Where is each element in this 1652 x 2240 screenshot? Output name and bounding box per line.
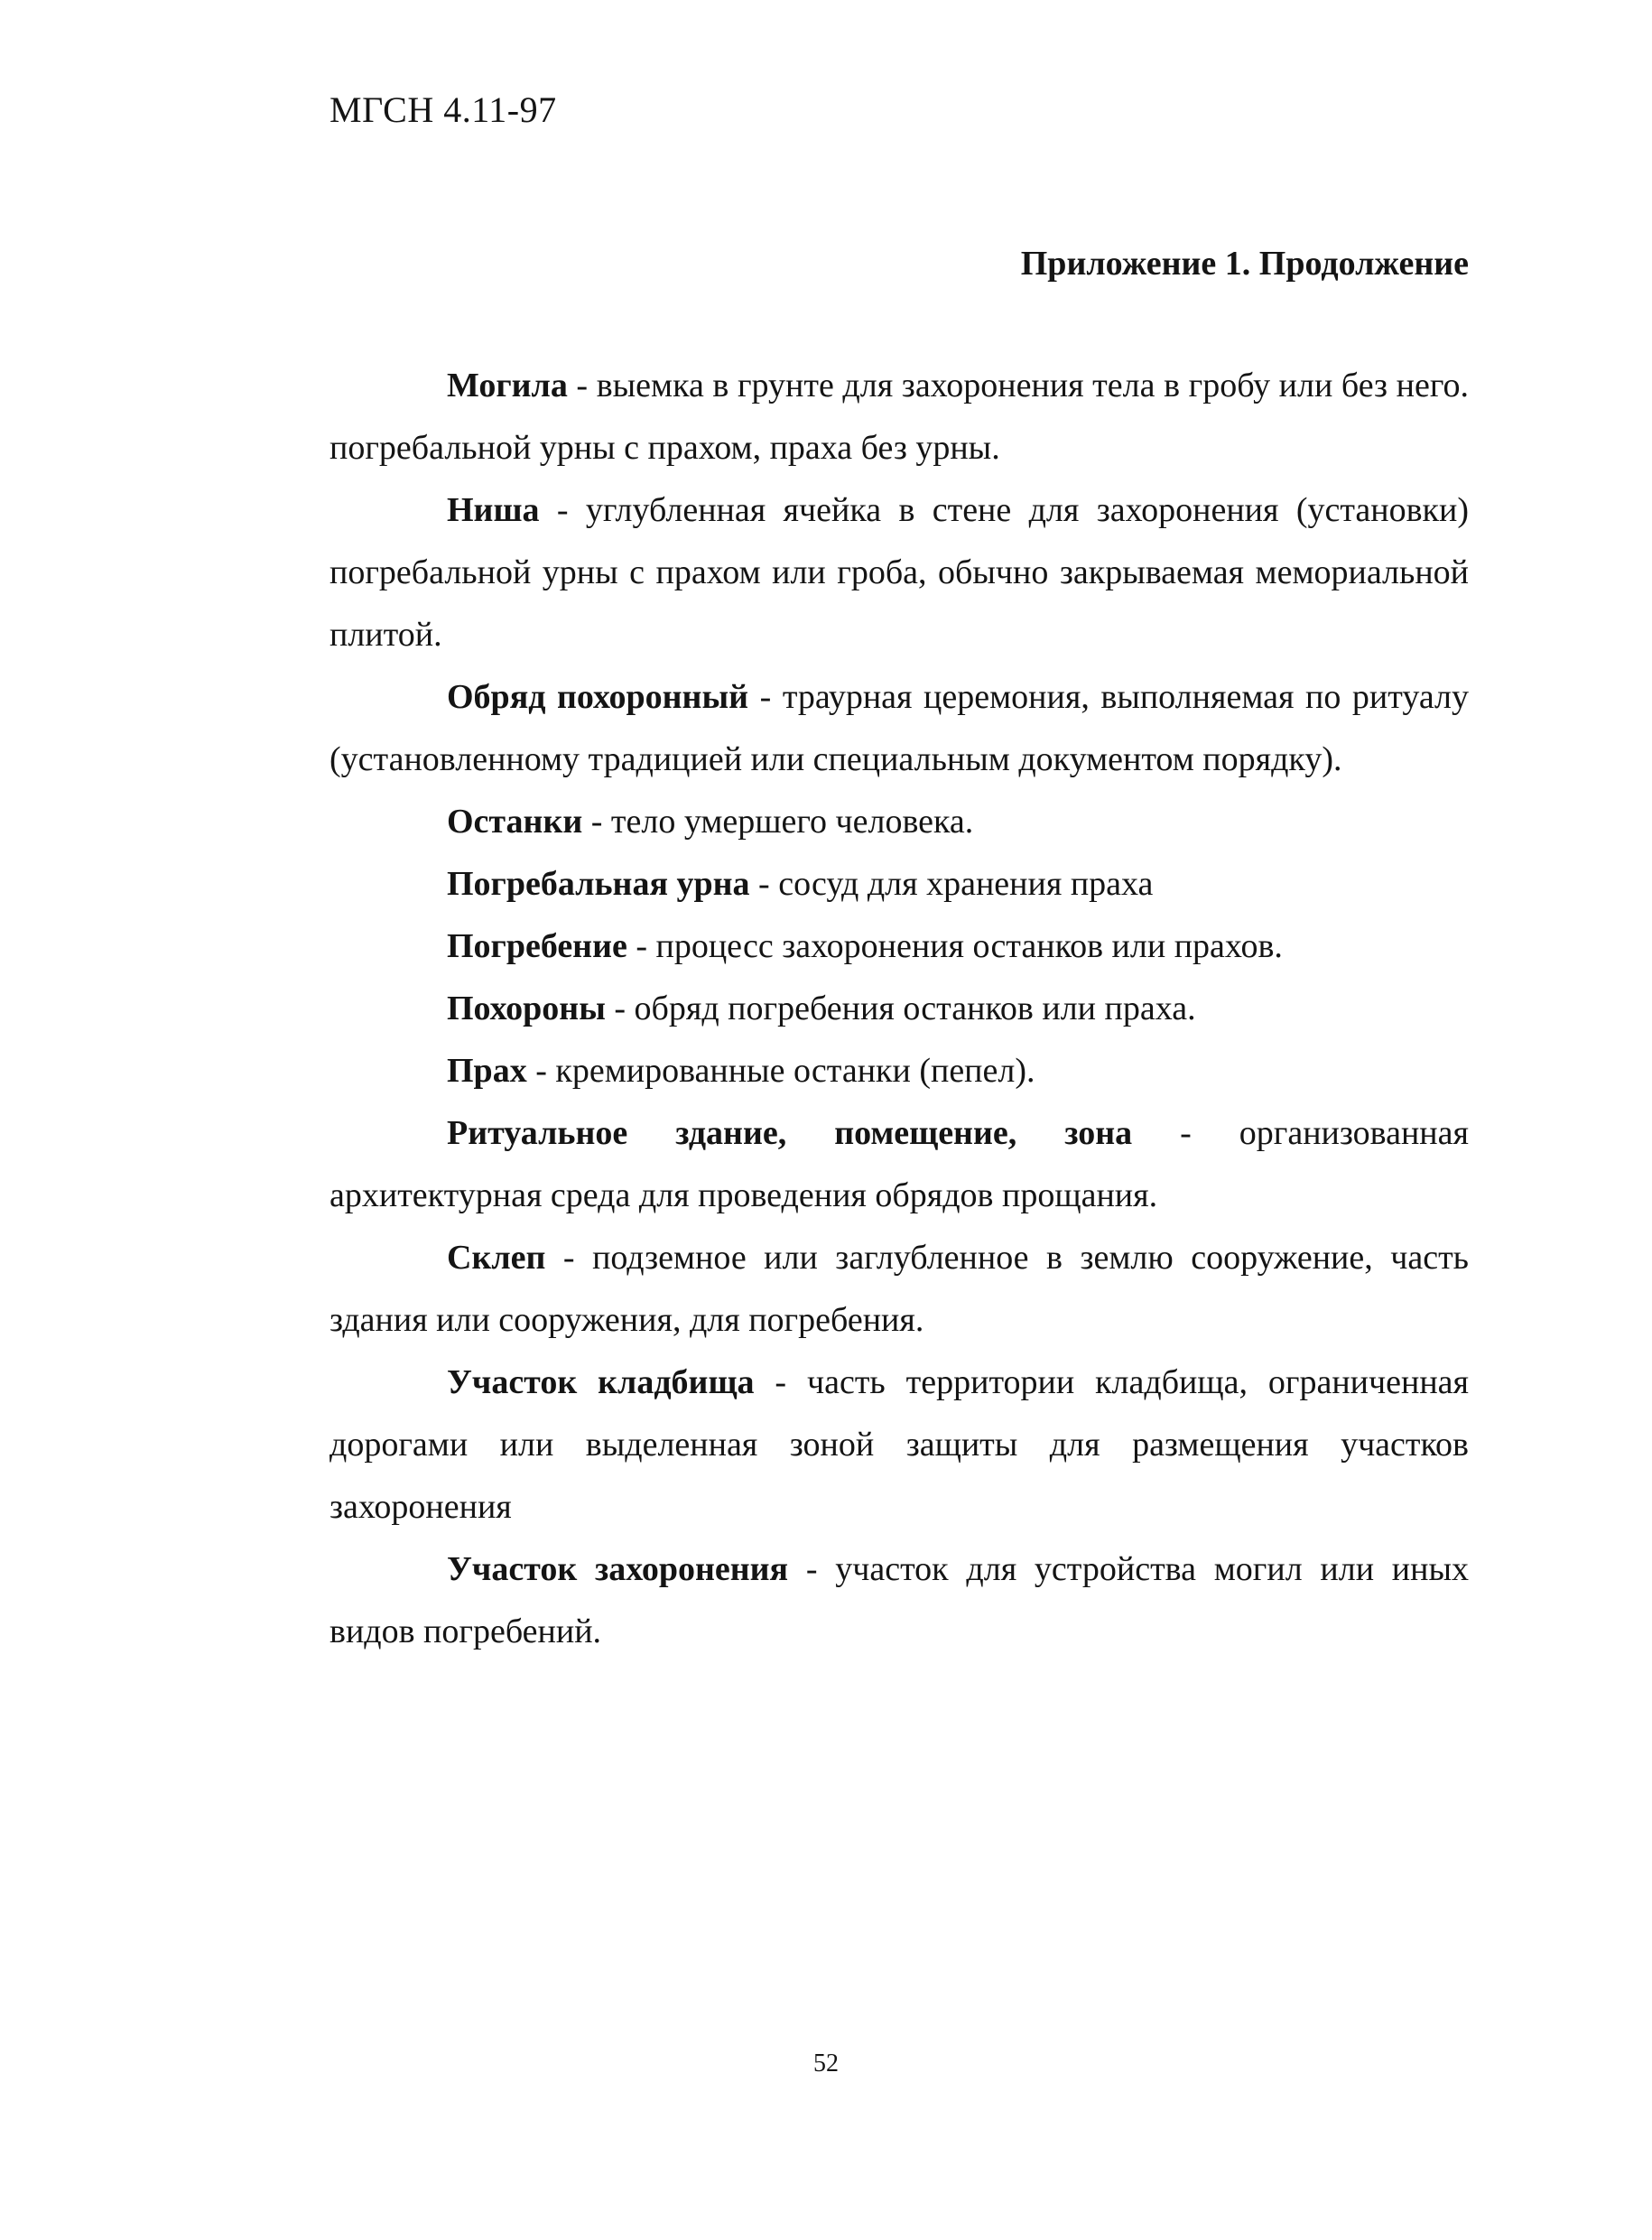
term: Участок кладбища	[447, 1363, 755, 1401]
glossary-entry-prakh	[329, 1040, 1469, 1102]
glossary-entry-pogrebenie	[329, 916, 1469, 978]
definition: сосуд для хранения праха	[778, 865, 1154, 903]
definition: обряд погребения останков или праха.	[634, 990, 1196, 1027]
definition: участок для устройства могил или иных видов погребений.	[329, 1550, 1470, 1650]
separator: -	[754, 1363, 807, 1401]
glossary-entry-uchastok-kladbishcha	[329, 1352, 1469, 1538]
separator: -	[749, 865, 779, 903]
definition: углубленная ячейка в стене для захоронения (установки) погребальной урны с прахом или гроба, обычно закрываемая мемориальной плитой.	[329, 491, 1470, 654]
definition: организованная архитектурная среда для проведения обрядов прощания.	[329, 1114, 1469, 1214]
separator: -	[788, 1550, 836, 1588]
glossary-entry-mogila	[329, 355, 1469, 479]
separator: -	[1132, 1114, 1239, 1152]
term: Погребальная урна	[447, 865, 750, 903]
separator: -	[748, 678, 783, 716]
glossary-entry-sklep	[329, 1227, 1469, 1352]
definition: траурная церемония, выполняемая по ритуалу (установленному традицией или специальным документом порядку).	[329, 678, 1470, 778]
definition: часть территории кладбища, ограниченная дорогами или выделенная зоной защиты для размещения участков захоронения	[329, 1363, 1470, 1526]
separator: -	[539, 491, 586, 529]
document-code: МГСН 4.11-97	[329, 89, 557, 130]
term: Ритуальное здание, помещение, зона	[447, 1114, 1133, 1152]
term: Участок захоронения	[447, 1550, 789, 1588]
separator: -	[582, 803, 611, 841]
glossary-entry-uchastok-zakhoroneniya	[329, 1538, 1469, 1663]
definition: тело умершего человека.	[610, 803, 974, 841]
term: Останки	[447, 803, 583, 841]
term: Похороны	[447, 990, 606, 1027]
glossary-entry-pokhorony	[329, 978, 1469, 1040]
term: Ниша	[447, 491, 540, 529]
term: Могила	[447, 367, 568, 404]
appendix-title: Приложение 1. Продолжение	[1020, 245, 1469, 283]
definition: процесс захоронения останков или прахов.	[655, 927, 1283, 965]
definition: выемка в грунте для захоронения тела в гробу или без него. погребальной урны с прахом, праха без урны.	[329, 367, 1469, 467]
separator: -	[567, 367, 597, 404]
separator: -	[545, 1239, 593, 1277]
definition: подземное или заглубленное в землю сооружение, часть здания или сооружения, для погребения.	[329, 1239, 1470, 1339]
separator: -	[526, 1052, 556, 1090]
glossary-entry-ostanki	[329, 791, 1469, 853]
term: Погребение	[447, 927, 627, 965]
glossary-entry-urna	[329, 853, 1469, 916]
glossary-entry-nisha	[329, 479, 1469, 666]
glossary-entry-obryad	[329, 666, 1469, 791]
term: Прах	[447, 1052, 527, 1090]
term: Обряд похоронный	[447, 678, 749, 716]
separator: -	[605, 990, 635, 1027]
separator: -	[626, 927, 656, 965]
term: Склеп	[447, 1239, 546, 1277]
definition: кремированные останки (пепел).	[555, 1052, 1035, 1090]
glossary	[329, 355, 1469, 1663]
page-number: 52	[813, 2049, 839, 2077]
glossary-entry-ritualnoe-zdanie	[329, 1102, 1469, 1227]
